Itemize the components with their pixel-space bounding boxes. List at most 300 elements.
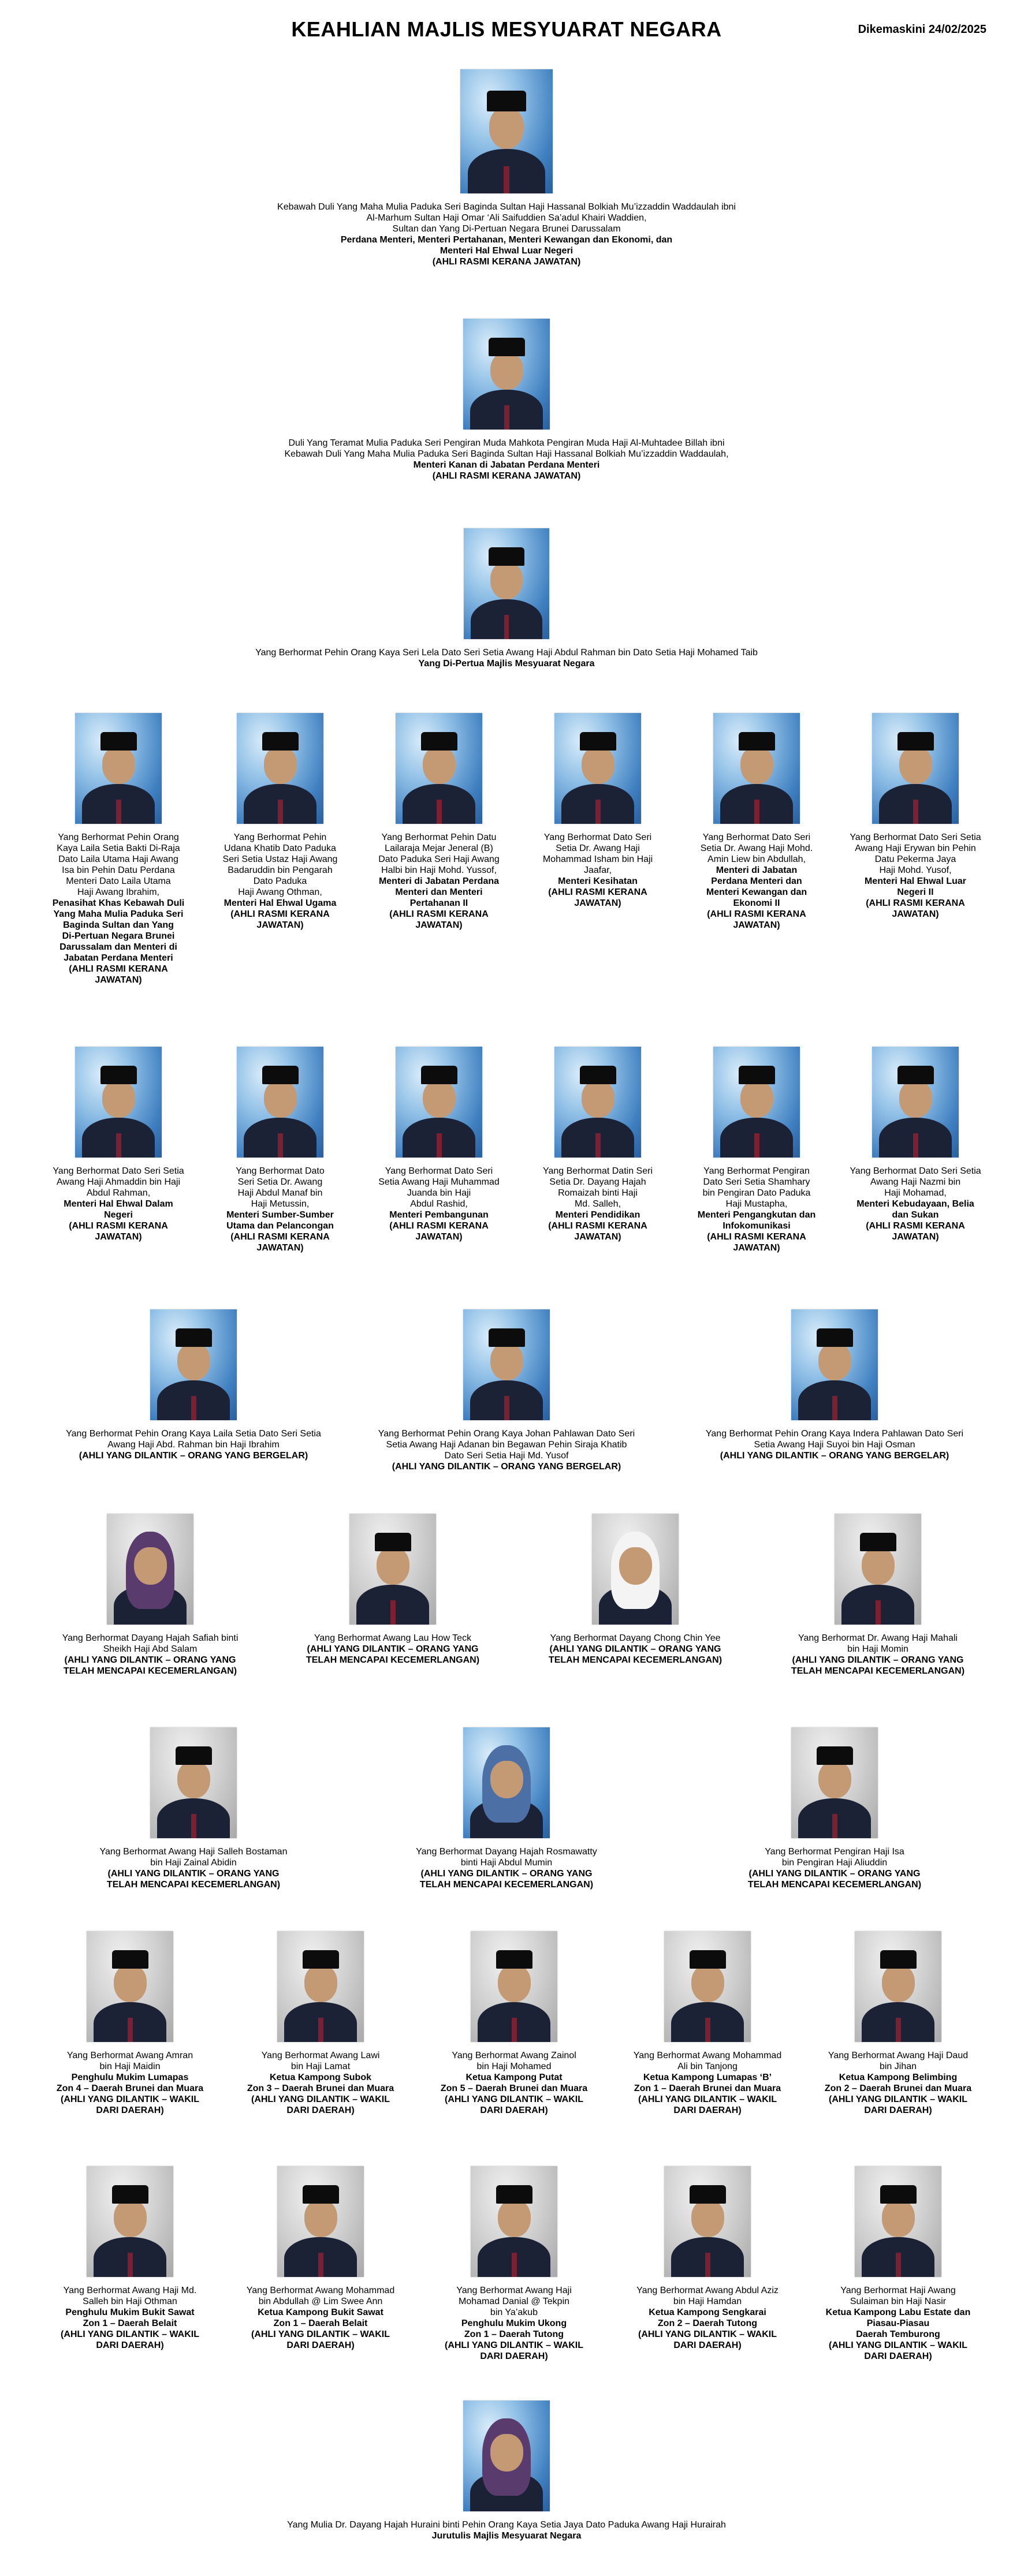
member-role: Utama dan Pelancongan xyxy=(226,1221,334,1231)
member-role: Piasau-Piasau xyxy=(866,2319,930,2328)
member-caption xyxy=(306,1633,479,1666)
member-caption xyxy=(634,2050,781,2116)
member-card xyxy=(35,1514,266,1677)
member-card xyxy=(719,1727,950,1890)
member-name: Halbi bin Haji Mohd. Yussof, xyxy=(381,865,497,875)
member-card xyxy=(681,713,832,931)
member-card xyxy=(615,2166,800,2351)
member-name: Yang Berhormat Dato xyxy=(236,1166,325,1176)
member-name: Haji Mohd. Yusof, xyxy=(879,865,952,875)
member-name: Yang Berhormat Pehin Orang Kaya Indera Pahlawan Dato Seri xyxy=(705,1429,964,1439)
member-category: (AHLI YANG DILANTIK – WAKIL xyxy=(828,2340,967,2350)
member-role: Menteri Pendidikan xyxy=(555,1210,640,1220)
member-caption xyxy=(825,2050,971,2116)
member-category: JAWATAN) xyxy=(892,909,939,919)
member-name: Haji Mustapha, xyxy=(725,1199,788,1209)
member-name: Dato Seri Setia Haji Md. Yusof xyxy=(444,1451,569,1461)
member-caption xyxy=(698,1166,815,1253)
member-category: (AHLI YANG DILANTIK – ORANG YANG xyxy=(748,1869,921,1879)
member-name: Yang Berhormat Awang Haji Salleh Bostaman xyxy=(99,1847,288,1857)
member-caption xyxy=(100,1846,288,1890)
member-caption xyxy=(277,201,736,267)
member-category: (AHLI YANG DILANTIK – ORANG YANG xyxy=(107,1869,280,1879)
member-role: Baginda Sultan dan Yang xyxy=(63,920,174,930)
member-name: bin Abdullah @ Lim Swee Ann xyxy=(258,2297,383,2306)
member-category: DARI DAERAH) xyxy=(480,2105,548,2115)
member-name: Mohamad Danial @ Tekpin xyxy=(458,2297,570,2306)
member-name: Yang Berhormat Dato Seri Setia xyxy=(53,1166,184,1176)
member-portrait-photo xyxy=(791,1727,878,1838)
member-role: Menteri di Jabatan Perdana xyxy=(378,876,500,886)
member-name: Haji Metussin, xyxy=(251,1199,310,1209)
member-role: Menteri Hal Ehwal Dalam xyxy=(64,1199,173,1209)
member-name: bin Haji Mohamed xyxy=(476,2062,552,2071)
member-name: Yang Berhormat Dayang Hajah Rosmawatty xyxy=(416,1847,597,1857)
member-category: JAWATAN) xyxy=(574,898,621,908)
member-portrait-photo xyxy=(791,1309,878,1420)
member-name: Yang Berhormat Awang Abdul Aziz xyxy=(636,2286,779,2295)
member-caption xyxy=(378,1428,635,1472)
member-name: Juanda bin Haji xyxy=(407,1188,471,1198)
member-name: Awang Haji Abd. Rahman bin Haji Ibrahim xyxy=(107,1440,280,1450)
member-caption xyxy=(223,832,338,931)
member-name: Yang Berhormat Pengiran Haji Isa xyxy=(765,1847,904,1857)
member-category: JAWATAN) xyxy=(733,920,780,930)
member-caption xyxy=(53,1166,184,1242)
member-portrait-photo xyxy=(464,528,549,639)
member-category: (AHLI YANG DILANTIK – WAKIL xyxy=(444,2340,583,2350)
member-name: Dato Laila Utama Haji Awang xyxy=(58,854,178,864)
member-role: Menteri Hal Ehwal Luar Negeri xyxy=(440,246,573,256)
member-name: Romaizah binti Haji xyxy=(558,1188,638,1198)
member-category: JAWATAN) xyxy=(95,1232,142,1242)
member-role: Ekonomi II xyxy=(733,898,780,908)
member-portrait-photo xyxy=(835,1514,921,1625)
member-role: Ketua Kampong Lumapas ‘B’ xyxy=(643,2073,772,2082)
member-portrait-photo xyxy=(237,713,323,824)
member-role: Menteri Hal Ehwal Luar xyxy=(864,876,967,886)
member-name: bin Jihan xyxy=(879,2062,917,2071)
member-name: Yang Berhormat Dato Seri xyxy=(702,832,811,842)
member-name: Yang Berhormat Pehin Datu xyxy=(381,832,497,842)
member-category: TELAH MENCAPAI KECEMERLANGAN) xyxy=(63,1666,237,1676)
member-name: Duli Yang Teramat Mulia Paduka Seri Pengiran Muda Mahkota Pengiran Muda Haji Al-Muhtadee Billah ibni xyxy=(288,438,725,448)
member-role: Zon 1 – Daerah Belait xyxy=(83,2319,177,2328)
member-name: Yang Mulia Dr. Dayang Hajah Huraini binti Pehin Orang Kaya Setia Jaya Dato Paduka Awang Haji Hurairah xyxy=(287,2520,726,2530)
member-portrait-photo xyxy=(554,1047,641,1158)
member-role: Menteri Kesihatan xyxy=(558,876,638,886)
member-portrait-photo xyxy=(554,713,641,824)
member-name: bin Ya’akub xyxy=(490,2308,538,2317)
member-card xyxy=(840,713,990,920)
member-portrait-photo xyxy=(463,1727,550,1838)
member-caption xyxy=(247,2285,394,2351)
member-caption xyxy=(66,1428,321,1461)
member-name: Setia Awang Haji Suyoi bin Haji Osman xyxy=(754,1440,915,1450)
member-card xyxy=(277,1514,508,1666)
member-caption xyxy=(61,2285,199,2351)
member-role: Zon 5 – Daerah Brunei dan Muara xyxy=(440,2084,588,2093)
member-name: Kaya Laila Setia Bakti Di-Raja xyxy=(57,843,180,853)
member-portrait-photo xyxy=(396,1047,482,1158)
member-name: Badaruddin bin Pengarah xyxy=(228,865,333,875)
member-name: Abdul Rahman, xyxy=(86,1188,151,1198)
member-name: Yang Berhormat Awang Lau How Teck xyxy=(314,1633,472,1643)
member-category: (AHLI YANG DILANTIK – ORANG YANG xyxy=(549,1644,721,1654)
member-category: JAWATAN) xyxy=(892,1232,939,1242)
member-portrait-photo xyxy=(463,2400,550,2511)
member-role: Pertahanan II xyxy=(409,898,468,908)
member-portrait-photo xyxy=(471,2166,557,2277)
member-card xyxy=(391,1727,622,1890)
member-portrait-photo xyxy=(349,1514,436,1625)
member-role: Darussalam dan Menteri di xyxy=(59,942,177,952)
member-card xyxy=(78,1727,309,1890)
member-role: Jabatan Perdana Menteri xyxy=(64,953,173,963)
member-name: Yang Berhormat Haji Awang xyxy=(840,2286,956,2295)
member-role: Negeri II xyxy=(897,887,934,897)
member-name: bin Haji Momin xyxy=(847,1644,908,1654)
member-portrait-photo xyxy=(592,1514,679,1625)
member-portrait-photo xyxy=(855,1931,941,2042)
member-card xyxy=(364,713,514,931)
member-category: JAWATAN) xyxy=(256,920,304,930)
member-name: Kebawah Duli Yang Maha Mulia Paduka Seri Baginda Sultan Haji Hassanal Bolkiah Mu’izzaddin Waddaulah ibni xyxy=(277,202,736,212)
member-name: Dato Seri Setia Shamhary xyxy=(703,1177,810,1187)
member-name: Yang Berhormat Pengiran xyxy=(703,1166,810,1176)
member-caption xyxy=(287,2519,726,2541)
member-portrait-photo xyxy=(713,713,800,824)
member-category: DARI DAERAH) xyxy=(864,2351,932,2361)
member-name: Salleh bin Haji Othman xyxy=(83,2297,177,2306)
member-category: (AHLI RASMI KERANA xyxy=(548,1221,647,1231)
member-role: Menteri di Jabatan xyxy=(716,865,798,875)
member-category: DARI DAERAH) xyxy=(286,2340,355,2350)
member-card xyxy=(218,319,795,481)
member-card xyxy=(205,1047,355,1253)
member-caption xyxy=(247,2050,394,2116)
member-role: Menteri Kewangan dan xyxy=(706,887,807,897)
member-name: Setia Awang Haji Adanan bin Begawan Pehin Siraja Khatib xyxy=(386,1440,627,1450)
member-card xyxy=(840,1047,990,1242)
member-name: Yang Berhormat Awang Haji xyxy=(456,2286,572,2295)
member-role: Zon 1 – Daerah Belait xyxy=(273,2319,368,2328)
member-category: (AHLI RASMI KERANA xyxy=(69,964,168,974)
member-category: TELAH MENCAPAI KECEMERLANGAN) xyxy=(548,1655,722,1665)
member-category: JAWATAN) xyxy=(415,920,463,930)
member-name: Dato Paduka Seri Haji Awang xyxy=(378,854,500,864)
member-name: Sulaiman bin Haji Nasir xyxy=(850,2297,947,2306)
member-portrait-photo xyxy=(460,69,553,193)
member-name: Yang Berhormat Awang Haji Md. xyxy=(63,2286,197,2295)
member-category: (AHLI YANG DILANTIK – ORANG YANG xyxy=(307,1644,479,1654)
member-name: Awang Haji Ahmaddin bin Haji xyxy=(56,1177,181,1187)
member-category: (AHLI RASMI KERANA xyxy=(230,1232,330,1242)
member-role: Ketua Kampong Subok xyxy=(269,2073,371,2082)
member-card xyxy=(345,1309,668,1472)
member-category: TELAH MENCAPAI KECEMERLANGAN) xyxy=(106,1880,281,1890)
member-card xyxy=(681,1047,832,1253)
member-name: Yang Berhormat Dayang Hajah Safiah binti xyxy=(62,1633,239,1643)
member-role: Menteri Kebudayaan, Belia xyxy=(856,1199,974,1209)
member-name: binti Haji Abdul Mumin xyxy=(460,1858,553,1868)
member-role: Zon 2 – Daerah Brunei dan Muara xyxy=(824,2084,972,2093)
member-portrait-photo xyxy=(150,1309,237,1420)
member-name: Seri Setia Dr. Awang xyxy=(237,1177,323,1187)
member-portrait-photo xyxy=(277,2166,364,2277)
member-role: Di-Pertuan Negara Brunei xyxy=(62,931,175,941)
member-name: Dato Paduka xyxy=(253,876,307,886)
member-category: (AHLI RASMI KERANA xyxy=(389,909,489,919)
member-name: Isa bin Pehin Datu Perdana xyxy=(62,865,175,875)
member-portrait-photo xyxy=(75,713,162,824)
member-name: bin Haji Maidin xyxy=(99,2062,161,2071)
member-card xyxy=(523,1047,673,1242)
member-role: Ketua Kampong Sengkarai xyxy=(649,2308,766,2317)
member-name: Setia Dr. Awang Haji xyxy=(556,843,640,853)
member-category: DARI DAERAH) xyxy=(96,2105,164,2115)
member-portrait-photo xyxy=(396,713,482,824)
member-category: (AHLI RASMI KERANA xyxy=(69,1221,168,1231)
member-role: Penghulu Mukim Lumapas xyxy=(71,2073,189,2082)
member-category: (AHLI RASMI KERANA JAWATAN) xyxy=(432,471,581,481)
member-category: TELAH MENCAPAI KECEMERLANGAN) xyxy=(791,1666,965,1676)
member-portrait-photo xyxy=(150,1727,237,1838)
member-caption xyxy=(445,2285,583,2362)
member-category: (AHLI YANG DILANTIK – WAKIL xyxy=(251,2329,390,2339)
member-caption xyxy=(57,2050,203,2116)
member-card xyxy=(806,2166,990,2362)
member-name: Ali bin Tanjong xyxy=(677,2062,738,2071)
member-card xyxy=(422,1931,606,2116)
member-caption xyxy=(226,1166,334,1253)
member-category: (AHLI YANG DILANTIK – ORANG YANG BERGELAR) xyxy=(392,1462,621,1472)
member-name: Yang Berhormat Pehin Orang Kaya Laila Setia Dato Seri Setia xyxy=(66,1429,321,1439)
member-portrait-photo xyxy=(872,713,959,824)
member-role: Infokomunikasi xyxy=(722,1221,791,1231)
member-caption xyxy=(826,2285,971,2362)
member-category: DARI DAERAH) xyxy=(286,2105,355,2115)
member-portrait-photo xyxy=(664,1931,751,2042)
member-role: Zon 1 – Daerah Brunei dan Muara xyxy=(634,2084,781,2093)
member-name: Yang Berhormat Dayang Chong Chin Yee xyxy=(550,1633,721,1643)
member-category: (AHLI RASMI KERANA xyxy=(707,909,806,919)
member-name: Yang Berhormat Dato Seri Setia xyxy=(850,832,981,842)
member-portrait-photo xyxy=(713,1047,800,1158)
member-caption xyxy=(636,2285,779,2351)
member-name: Kebawah Duli Yang Maha Mulia Paduka Seri Baginda Sultan Haji Hassanal Bolkiah Mu’izzaddin Waddaulah, xyxy=(284,449,729,459)
member-category: (AHLI YANG DILANTIK – WAKIL xyxy=(444,2095,583,2104)
member-name: Yang Berhormat Pehin Orang xyxy=(58,832,179,842)
member-name: Yang Berhormat Pehin xyxy=(233,832,327,842)
member-name: Yang Berhormat Awang Amran xyxy=(66,2051,193,2060)
member-portrait-photo xyxy=(87,2166,173,2277)
member-name: Al-Marhum Sultan Haji Omar ‘Ali Saifuddien Sa’adul Khairi Waddien, xyxy=(366,213,647,223)
member-category: (AHLI YANG DILANTIK – ORANG YANG xyxy=(64,1655,236,1665)
member-name: Jaafar, xyxy=(583,865,612,875)
member-card xyxy=(364,1047,514,1242)
member-caption xyxy=(549,1633,722,1666)
member-caption xyxy=(378,832,500,931)
member-caption xyxy=(706,1428,963,1461)
member-card xyxy=(806,1931,990,2116)
member-category: (AHLI YANG DILANTIK – WAKIL xyxy=(638,2329,777,2339)
member-role: Menteri Pembangunan xyxy=(389,1210,489,1220)
member-name: Haji Abdul Manaf bin xyxy=(237,1188,323,1198)
member-category: JAWATAN) xyxy=(733,1243,780,1253)
member-name: Haji Mohamad, xyxy=(884,1188,947,1198)
member-name: Lailaraja Mejar Jeneral (B) xyxy=(385,843,493,853)
member-category: TELAH MENCAPAI KECEMERLANGAN) xyxy=(306,1655,480,1665)
member-portrait-photo xyxy=(872,1047,959,1158)
member-category: DARI DAERAH) xyxy=(673,2105,742,2115)
member-caption xyxy=(378,1166,500,1242)
member-category: TELAH MENCAPAI KECEMERLANGAN) xyxy=(747,1880,922,1890)
member-card xyxy=(32,1309,355,1461)
member-category: (AHLI YANG DILANTIK – WAKIL xyxy=(638,2095,777,2104)
member-caption xyxy=(284,438,728,481)
member-category: DARI DAERAH) xyxy=(673,2340,742,2350)
member-role: Ketua Kampong Bukit Sawat xyxy=(258,2308,383,2317)
member-caption xyxy=(850,1166,981,1242)
member-role: Menteri Kanan di Jabatan Perdana Menteri xyxy=(413,460,600,470)
member-name: bin Haji Zainal Abidin xyxy=(150,1858,237,1868)
member-card xyxy=(38,1931,222,2116)
member-name: Mohammad Isham bin Haji xyxy=(542,854,653,864)
member-category: (AHLI YANG DILANTIK – ORANG YANG xyxy=(792,1655,964,1665)
member-card xyxy=(131,528,882,669)
member-card xyxy=(615,1931,800,2116)
member-category: (AHLI RASMI KERANA xyxy=(707,1232,806,1242)
member-name: Md. Salleh, xyxy=(574,1199,621,1209)
member-role: Menteri dan Menteri xyxy=(395,887,483,897)
member-caption xyxy=(748,1846,921,1890)
member-category: DARI DAERAH) xyxy=(96,2340,164,2350)
member-category: (AHLI RASMI KERANA xyxy=(866,1221,965,1231)
member-caption xyxy=(543,1166,653,1242)
member-portrait-photo xyxy=(107,1514,193,1625)
member-name: Haji Awang Ibrahim, xyxy=(77,887,159,897)
member-name: bin Haji Lamat xyxy=(291,2062,351,2071)
member-category: JAWATAN) xyxy=(95,975,142,985)
member-category: (AHLI RASMI KERANA xyxy=(548,887,647,897)
member-name: bin Haji Hamdan xyxy=(673,2297,742,2306)
member-category: (AHLI YANG DILANTIK – WAKIL xyxy=(60,2095,199,2104)
member-role: Penghulu Mukim Ukong xyxy=(461,2319,567,2328)
member-role: Yang Di-Pertua Majlis Mesyuarat Negara xyxy=(418,659,595,669)
member-role: Yang Maha Mulia Paduka Seri xyxy=(53,909,184,919)
member-caption xyxy=(416,1846,597,1890)
member-category: DARI DAERAH) xyxy=(480,2351,548,2361)
member-name: Yang Berhormat Awang Zainol xyxy=(452,2051,576,2060)
member-name: Setia Dr. Dayang Hajah xyxy=(549,1177,646,1187)
member-card xyxy=(228,2166,413,2351)
member-role: Menteri Hal Ehwal Ugama xyxy=(224,898,337,908)
member-card xyxy=(205,713,355,931)
member-name: Yang Berhormat Awang Lawi xyxy=(261,2051,380,2060)
member-name: Setia Dr. Awang Haji Mohd. xyxy=(700,843,813,853)
member-name: Haji Awang Othman, xyxy=(238,887,322,897)
member-role: dan Sukan xyxy=(892,1210,939,1220)
member-category: (AHLI RASMI KERANA xyxy=(230,909,330,919)
member-name: Awang Haji Erywan bin Pehin xyxy=(855,843,976,853)
member-role: Penasihat Khas Kebawah Duli xyxy=(52,898,185,908)
member-name: bin Pengiran Haji Aliuddin xyxy=(781,1858,888,1868)
member-category: (AHLI YANG DILANTIK – ORANG YANG BERGELAR) xyxy=(79,1451,308,1461)
member-portrait-photo xyxy=(664,2166,751,2277)
member-category: (AHLI YANG DILANTIK – ORANG YANG xyxy=(420,1869,593,1879)
member-portrait-photo xyxy=(277,1931,364,2042)
member-name: Menteri Dato Laila Utama xyxy=(66,876,171,886)
member-category: (AHLI YANG DILANTIK – WAKIL xyxy=(828,2095,967,2104)
member-category: DARI DAERAH) xyxy=(864,2105,932,2115)
member-card xyxy=(38,2166,222,2351)
member-category: (AHLI YANG DILANTIK – ORANG YANG BERGELAR) xyxy=(720,1451,949,1461)
member-card xyxy=(762,1514,993,1677)
member-card xyxy=(228,1931,413,2116)
member-role: Menteri Pengangkutan dan xyxy=(697,1210,816,1220)
member-name: Yang Berhormat Dr. Awang Haji Mahali xyxy=(798,1633,958,1643)
member-name: Yang Berhormat Awang Mohammad xyxy=(633,2051,782,2060)
member-role: Negeri xyxy=(104,1210,133,1220)
member-role: Zon 1 – Daerah Tutong xyxy=(464,2329,564,2339)
member-name: Udana Khatib Dato Paduka xyxy=(224,843,336,853)
member-role: Jurutulis Majlis Mesyuarat Negara xyxy=(431,2531,582,2541)
member-name: Seri Setia Ustaz Haji Awang xyxy=(222,854,338,864)
member-name: Yang Berhormat Pehin Orang Kaya Johan Pahlawan Dato Seri xyxy=(378,1429,635,1439)
member-portrait-photo xyxy=(471,1931,557,2042)
member-role: Daerah Temburong xyxy=(856,2329,940,2339)
member-portrait-photo xyxy=(75,1047,162,1158)
member-name: Awang Haji Nazmi bin xyxy=(870,1177,961,1187)
member-category: JAWATAN) xyxy=(415,1232,463,1242)
member-role: Zon 2 – Daerah Tutong xyxy=(657,2319,758,2328)
member-name: Yang Berhormat Dato Seri xyxy=(385,1166,493,1176)
member-role: Perdana Menteri, Menteri Pertahanan, Menteri Kewangan dan Ekonomi, dan xyxy=(340,235,673,245)
member-name: Datu Pekerma Jaya xyxy=(874,854,956,864)
member-category: TELAH MENCAPAI KECEMERLANGAN) xyxy=(419,1880,594,1890)
member-role: Menteri Sumber-Sumber xyxy=(226,1210,334,1220)
member-card xyxy=(422,2166,606,2362)
member-category: (AHLI RASMI KERANA xyxy=(866,898,965,908)
member-name: Amin Liew bin Abdullah, xyxy=(707,854,806,864)
member-caption xyxy=(701,832,813,931)
member-caption xyxy=(791,1633,964,1677)
member-caption xyxy=(255,647,758,669)
member-card xyxy=(131,2400,882,2541)
member-name: Abdul Rashid, xyxy=(410,1199,468,1209)
member-card xyxy=(218,69,795,267)
member-name: Sultan dan Yang Di-Pertuan Negara Brunei Darussalam xyxy=(392,224,621,234)
member-name: Yang Berhormat Pehin Orang Kaya Seri Lela Dato Seri Setia Awang Haji Abdul Rahman bin Dato Setia Haji Mohamed Taib xyxy=(255,648,758,658)
member-name: Yang Berhormat Dato Seri xyxy=(543,832,652,842)
member-name: Yang Berhormat Awang Haji Daud xyxy=(828,2051,969,2060)
member-portrait-photo xyxy=(87,1931,173,2042)
member-category: (AHLI YANG DILANTIK – WAKIL xyxy=(60,2329,199,2339)
member-caption xyxy=(53,832,185,985)
member-caption xyxy=(850,832,981,920)
page-title: KEAHLIAN MAJLIS MESYUARAT NEGARA xyxy=(291,17,722,41)
member-role: Zon 4 – Daerah Brunei dan Muara xyxy=(56,2084,204,2093)
member-card xyxy=(673,1309,996,1461)
member-card xyxy=(43,1047,193,1242)
member-role: Ketua Kampong Putat xyxy=(465,2073,563,2082)
member-portrait-photo xyxy=(237,1047,323,1158)
member-category: JAWATAN) xyxy=(256,1243,304,1253)
member-portrait-photo xyxy=(855,2166,941,2277)
member-name: Yang Berhormat Awang Mohammad xyxy=(246,2286,395,2295)
member-name: Setia Awang Haji Muhammad xyxy=(378,1177,500,1187)
